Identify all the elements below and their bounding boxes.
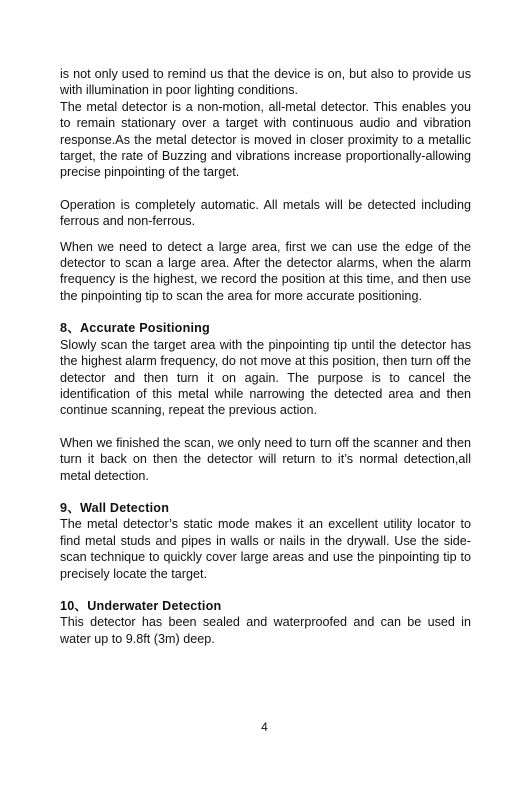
paragraph-automatic-operation: Operation is completely automatic. All metals will be detected including ferrous and non-ferrous. — [60, 197, 471, 229]
paragraph-accurate-positioning-1: Slowly scan the target area with the pinpointing tip until the detector has the highest alarm frequency, do not move at this position, then turn off the detector and then turn it on again. The purpose is to cancel the identification of this metal while narrowing the detected area and then continue scanning, repeat the previous action. — [60, 337, 471, 418]
page-number: 4 — [261, 720, 268, 734]
manual-page-body — [60, 66, 471, 647]
paragraph-underwater-detection: This detector has been sealed and waterproofed and can be used in water up to 9.8ft (3m) deep. — [60, 615, 471, 646]
section-heading-wall-detection: 9、Wall Detection — [60, 500, 170, 515]
paragraph-accurate-positioning-2: When we finished the scan, we only need to turn off the scanner and then turn it back on then the detector will return to it’s normal detection,all metal detection. — [60, 435, 471, 483]
paragraph-non-motion-detector: The metal detector is a non-motion, all-metal detector. This enables you to remain stationary over a target with continuous audio and vibration response.As the metal detector is moved in closer proximity to a metallic target, the rate of Buzzing and vibrations increase proportionally-allowing precise pinpointing of the target. — [60, 99, 471, 180]
paragraph-large-area-scan: When we need to detect a large area, first we can use the edge of the detector to scan a large area. After the detector alarms, when the alarm frequency is the highest, we record the position at this time, and then use the pinpointing tip to scan the area for more accurate positioning. — [60, 239, 471, 303]
paragraph-wall-detection: The metal detector’s static mode makes it an excellent utility locator to find metal studs and pipes in walls or nails in the drywall. Use the side-scan technique to quickly cover large areas and use the pinpointing tip to precisely locate the target. — [60, 517, 471, 581]
section-heading-accurate-positioning: 8、Accurate Positioning — [60, 321, 210, 336]
paragraph-indicator-light: is not only used to remind us that the device is on, but also to provide us with illumination in poor lighting conditions. — [60, 67, 471, 98]
section-heading-underwater-detection: 10、Underwater Detection — [60, 598, 222, 613]
